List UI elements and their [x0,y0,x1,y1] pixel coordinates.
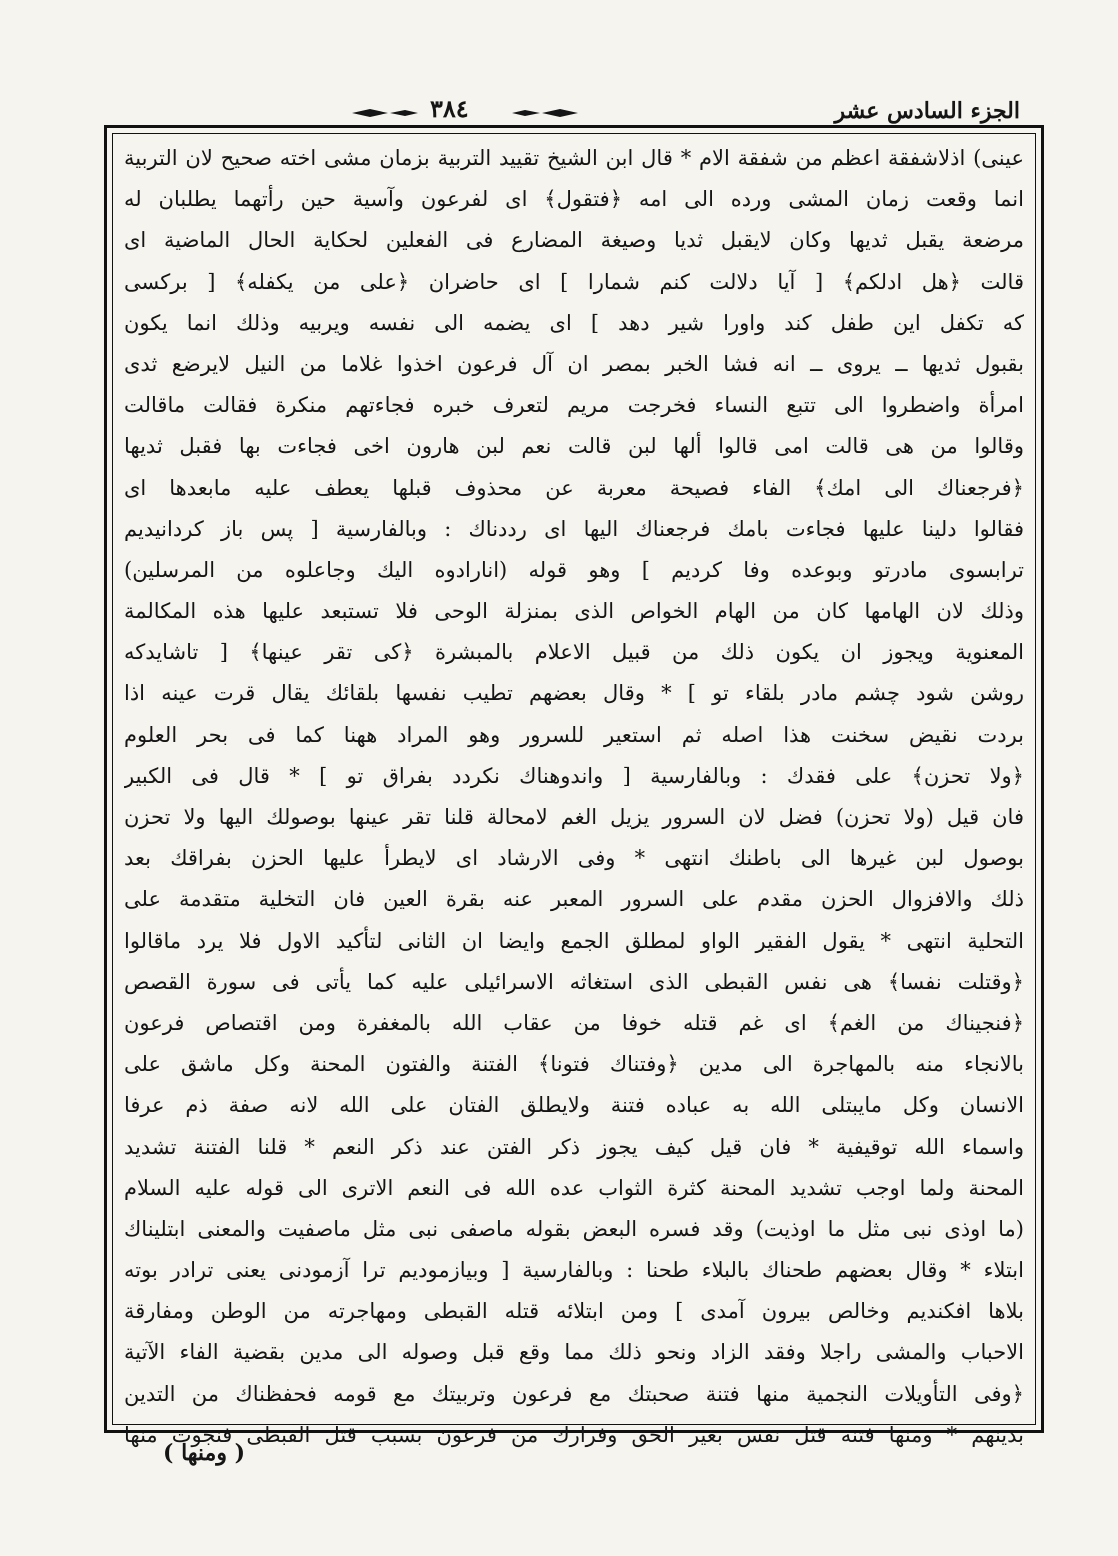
text-line: ﴿وفى التأويلات النجمية منها فتنة صحبتك مع فرعون وتربيتك مع قومه فحفظناك من التدين [124,1381,1024,1406]
text-line: امرأة واضطروا الى تتبع النساء فخرجت مريم لتعرف خبره فجاءتهم منكرة فقالت ماقالت [124,393,1024,418]
text-line: الاحباب والمشى راجلا وفقد الزاد ونحو ذلك مما وقع قبل وصوله الى مدين بقضية الفاء الآتية [124,1340,1024,1365]
text-line: انما وقعت زمان المشى ورده الى امه ﴿فتقول﴾ اى لفرعون وآسية حين رأتهما يطلبان له [124,187,1024,212]
text-line: روشن شود چشم مادر بلقاء تو ] * وقال بعضهم تطيب نفسها بلقائك يقال قرت عينه اذا [124,681,1024,706]
text-line: قالت ﴿هل ادلكم﴾ [ آيا دلالت كنم شمارا ] اى حاضران ﴿على من يكفله﴾ [ بركسى [124,269,1024,294]
text-line: بوصول لبن غيرها الى باطنك انتهى * وفى الارشاد اى لايطرأ عليها الحزن بفراقك بعد [124,846,1024,871]
text-line: ﴿فنجيناك من الغم﴾ اى غم قتله خوفا من عقاب الله بالمغفرة ومن اقتصاص فرعون [124,1010,1024,1035]
text-line: (ما اوذى نبى مثل ما اوذيت) وقد فسره البعض بقوله ماصفى نبى مثل ماصفيت والمعنى ابتليناك [124,1216,1024,1241]
text-line: فان قيل (ولا تحزن) فضل لان السرور يزيل الغم لامحالة قلنا تقر عينها بوصولك اليها ولا تحزن [124,805,1024,829]
text-line: ابتلاء * وقال بعضهم طحناك بالبلاء طحنا : وبالفارسية [ وبيازموديم ترا آزمودنى يعنى ترادر بوته [124,1258,1024,1283]
text-line: فقالوا دلينا عليها فجاءت بامك فرجعناك اليها اى رددناك : وبالفارسية [ پس باز كردانيديم [124,516,1024,541]
text-line: ﴿وقتلت نفسا﴾ هى نفس القبطى الذى استغاثه الاسرائيلى عليه كما يأتى فى سورة القصص [124,969,1024,994]
catchword: ( ومنها ) [163,1440,246,1466]
ornament-left-icon [350,108,420,118]
text-line: عينى) اذلاشفقة اعظم من شفقة الام * قال ابن الشيخ تقييد التربية بزمان مشى اخته صحيح لان التربية [124,146,1024,170]
text-line: بلاها افكنديم وخالص بيرون آمدى ] ومن ابتلائه قتله القبطى ومهاجرته من الوطن ومفارقة [124,1299,1024,1324]
text-line: الانسان وكل مايبتلى الله به عباده فتنة ولايطلق الفتان على الله لانه صفة ذم عرفا [124,1093,1024,1118]
text-line: ﴿فرجعناك الى امك﴾ الفاء فصيحة معربة عن محذوف قبلها يعطف عليه مابعدها اى [124,475,1024,500]
ornament-right-icon [510,108,580,118]
text-line: بردت نقيض سخنت هذا اصله ثم استعير للسرور وهو المراد ههنا كما فى بحر العلوم [124,722,1024,747]
text-line: كه تكفل اين طفل كند واورا شير دهد ] اى يضمه الى نفسه ويربيه وذلك انما يكون [124,310,1024,335]
text-line: ترابسوى مادرتو وبوعده وفا كرديم ] وهو قوله (انارادوه اليك وجاعلوه من المرسلين) [124,557,1024,582]
text-line: وقالوا من هى قالت امى قالوا ألها لبن قالت نعم لبن هارون اخى فجاءت بها فقبل ثديها [124,434,1024,459]
text-line: مرضعة يقبل ثديها وكان لايقبل ثديا وصيغة المضارع فى الفعلين لحكاية الحال الماضية اى [124,228,1024,253]
text-line: المعنوية ويجوز ان يكون ذلك من قبيل الاعلام بالمبشرة ﴿كى تقر عينها﴾ [ تاشايدكه [124,640,1024,665]
text-line: بالانجاء منه بالمهاجرة الى مدين ﴿وفتناك فتونا﴾ الفتنة والفتون المحنة وكل ماشق على [124,1052,1024,1077]
text-line: ذلك والافزوال الحزن مقدم على السرور المعبر عنه بقرة العين فان التخلية متقدمة على [124,887,1024,912]
text-line: المحنة ولما اوجب تشديد المحنة كثرة الثواب عده الله فى النعم الاترى الى قوله عليه السلام [124,1175,1024,1200]
page-number: ٣٨٤ [430,94,469,123]
text-body [124,138,1024,1456]
part-title: الجزء السادس عشر [834,98,1020,124]
text-line: بدينهم * ومنها فتنة قتل نفس بغير الحق وفرارك من فرعون بسبب قتل القبطى فنجوت منها [124,1422,1024,1447]
text-line: ﴿ولا تحزن﴾ على فقدك : وبالفارسية [ واندوهناك نكردد بفراق تو ] * قال فى الكبير [124,763,1024,788]
text-line: وذلك لان الهامها كان من الهام الخواص الذى بمنزلة الوحى فلا تستبعد عليها هذه المكالمة [124,599,1024,624]
text-line: التحلية انتهى * يقول الفقير الواو لمطلق الجمع وايضا ان الثانى لتأكيد الاول فلا يرد ماقالوا [124,928,1024,953]
text-line: واسماء الله توقيفية * فان قيل كيف يجوز ذكر الفتن عند ذكر النعم * قلنا الفتنة تشديد [124,1134,1024,1159]
text-line: بقبول ثديها ــ يروى ــ انه فشا الخبر بمصر ان آل فرعون اخذوا غلاما من النيل لايرضع ثدى [124,351,1024,376]
